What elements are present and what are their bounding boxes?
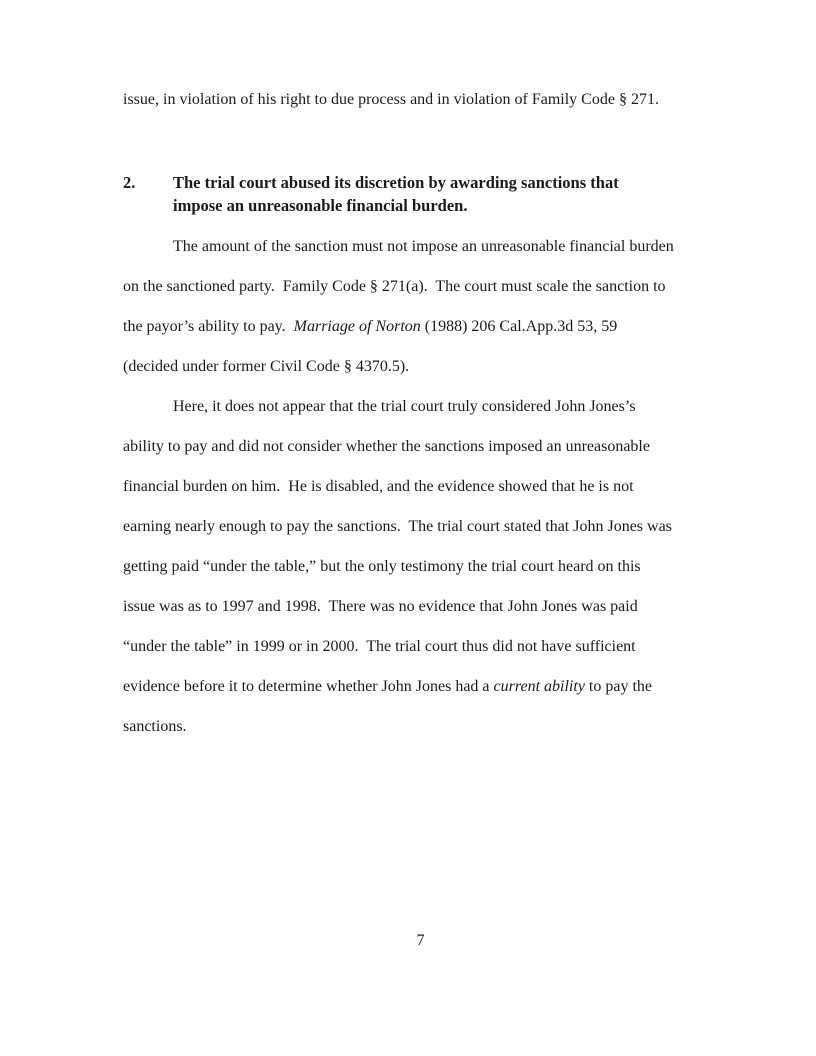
section-heading [123,171,619,217]
text-segment: on the sanctioned party. Family Code § 271(a). The court must scale the sanction to [123,278,666,295]
text-segment: financial burden on him. He is disabled, and the evidence showed that he is not [123,478,634,495]
body-text [123,227,674,747]
body-line [123,467,674,507]
text-segment: issue was as to 1997 and 1998. There was no evidence that John Jones was paid [123,598,638,615]
text-segment: getting paid “under the table,” but the only testimony the trial court heard on this [123,558,641,575]
body-line [123,627,674,667]
text-segment: (1988) 206 Cal.App.3d 53, 59 [420,318,618,335]
italic-text-segment: current ability [493,678,585,695]
body-line [123,347,674,387]
text-segment: the payor’s ability to pay. [123,318,294,335]
text-segment: earning nearly enough to pay the sanctions. The trial court stated that John Jones was [123,518,672,535]
body-line [123,667,674,707]
text-segment: evidence before it to determine whether John Jones had a [123,678,494,695]
text-segment: sanctions. [123,718,187,735]
page-number: 7 [416,932,425,949]
text-segment: The amount of the sanction must not impose an unreasonable financial burden [173,238,674,255]
body-line [123,387,674,427]
section-number: 2. [123,173,136,192]
italic-text-segment: Marriage of Norton [293,318,421,335]
text-segment: Here, it does not appear that the trial court truly considered John Jones’s [173,398,636,415]
body-line [123,547,674,587]
body-line [123,507,674,547]
body-line [123,427,674,467]
body-line [123,307,674,347]
text-segment: (decided under former Civil Code § 4370.5). [123,358,410,375]
section-heading-line: The trial court abused its discretion by awarding sanctions that [173,173,619,192]
text-segment: “under the table” in 1999 or in 2000. The trial court thus did not have sufficient [123,638,636,655]
body-line [123,587,674,627]
body-line [123,227,674,267]
section-heading-line: impose an unreasonable financial burden. [173,196,468,215]
text-segment: to pay the [584,678,653,695]
text-segment: ability to pay and did not consider whether the sanctions imposed an unreasonable [123,438,650,455]
section-heading-text [173,171,619,217]
body-line [123,707,674,747]
body-line [123,267,674,307]
body-continuation-line: issue, in violation of his right to due process and in violation of Family Code § 271. [123,91,659,108]
